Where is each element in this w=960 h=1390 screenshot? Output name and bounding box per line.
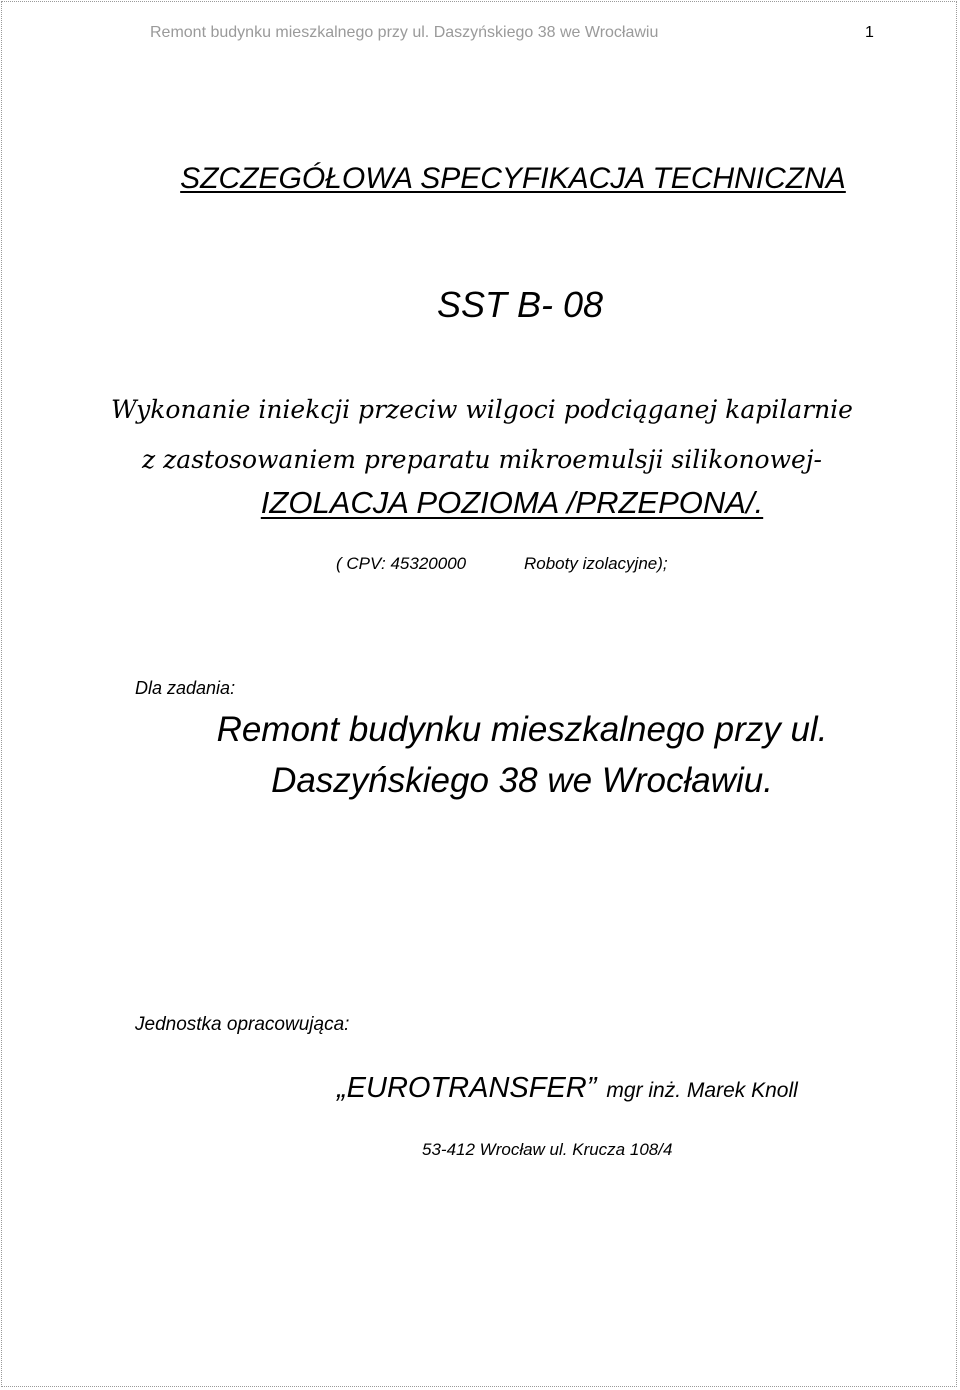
cpv-description: Roboty izolacyjne); — [524, 554, 668, 573]
work-title-line-3: IZOLACJA POZIOMA /PRZEPONA/. — [260, 485, 764, 520]
task-title-line-2: Daszyńskiego 38 we Wrocławiu. — [271, 761, 773, 800]
spec-title: SZCZEGÓŁOWA SPECYFIKACJA TECHNICZNA — [180, 162, 846, 195]
cpv-code: ( CPV: 45320000 — [336, 554, 467, 573]
prepared-by-label: Jednostka opracowująca: — [135, 1014, 350, 1035]
page-number: 1 — [865, 24, 874, 41]
sst-code: SST B- 08 — [436, 284, 604, 325]
for-task-label: Dla zadania: — [135, 678, 236, 698]
running-header-title: Remont budynku mieszkalnego przy ul. Daszyńskiego 38 we Wrocławiu — [150, 24, 659, 41]
work-title-line-2: z zastosowaniem preparatu mikroemulsji silikonowej- — [142, 445, 822, 474]
company-name: „EUROTRANSFER” — [337, 1072, 597, 1104]
document-page — [1, 1, 957, 1387]
work-title-line-1: Wykonanie iniekcji przeciw wilgoci podciąganej kapilarnie — [111, 395, 853, 424]
task-title-line-1: Remont budynku mieszkalnego przy ul. — [216, 710, 828, 749]
company-line — [337, 1072, 798, 1105]
company-person: mgr inż. Marek Knoll — [606, 1079, 798, 1102]
company-address: 53-412 Wrocław ul. Krucza 108/4 — [422, 1140, 673, 1159]
